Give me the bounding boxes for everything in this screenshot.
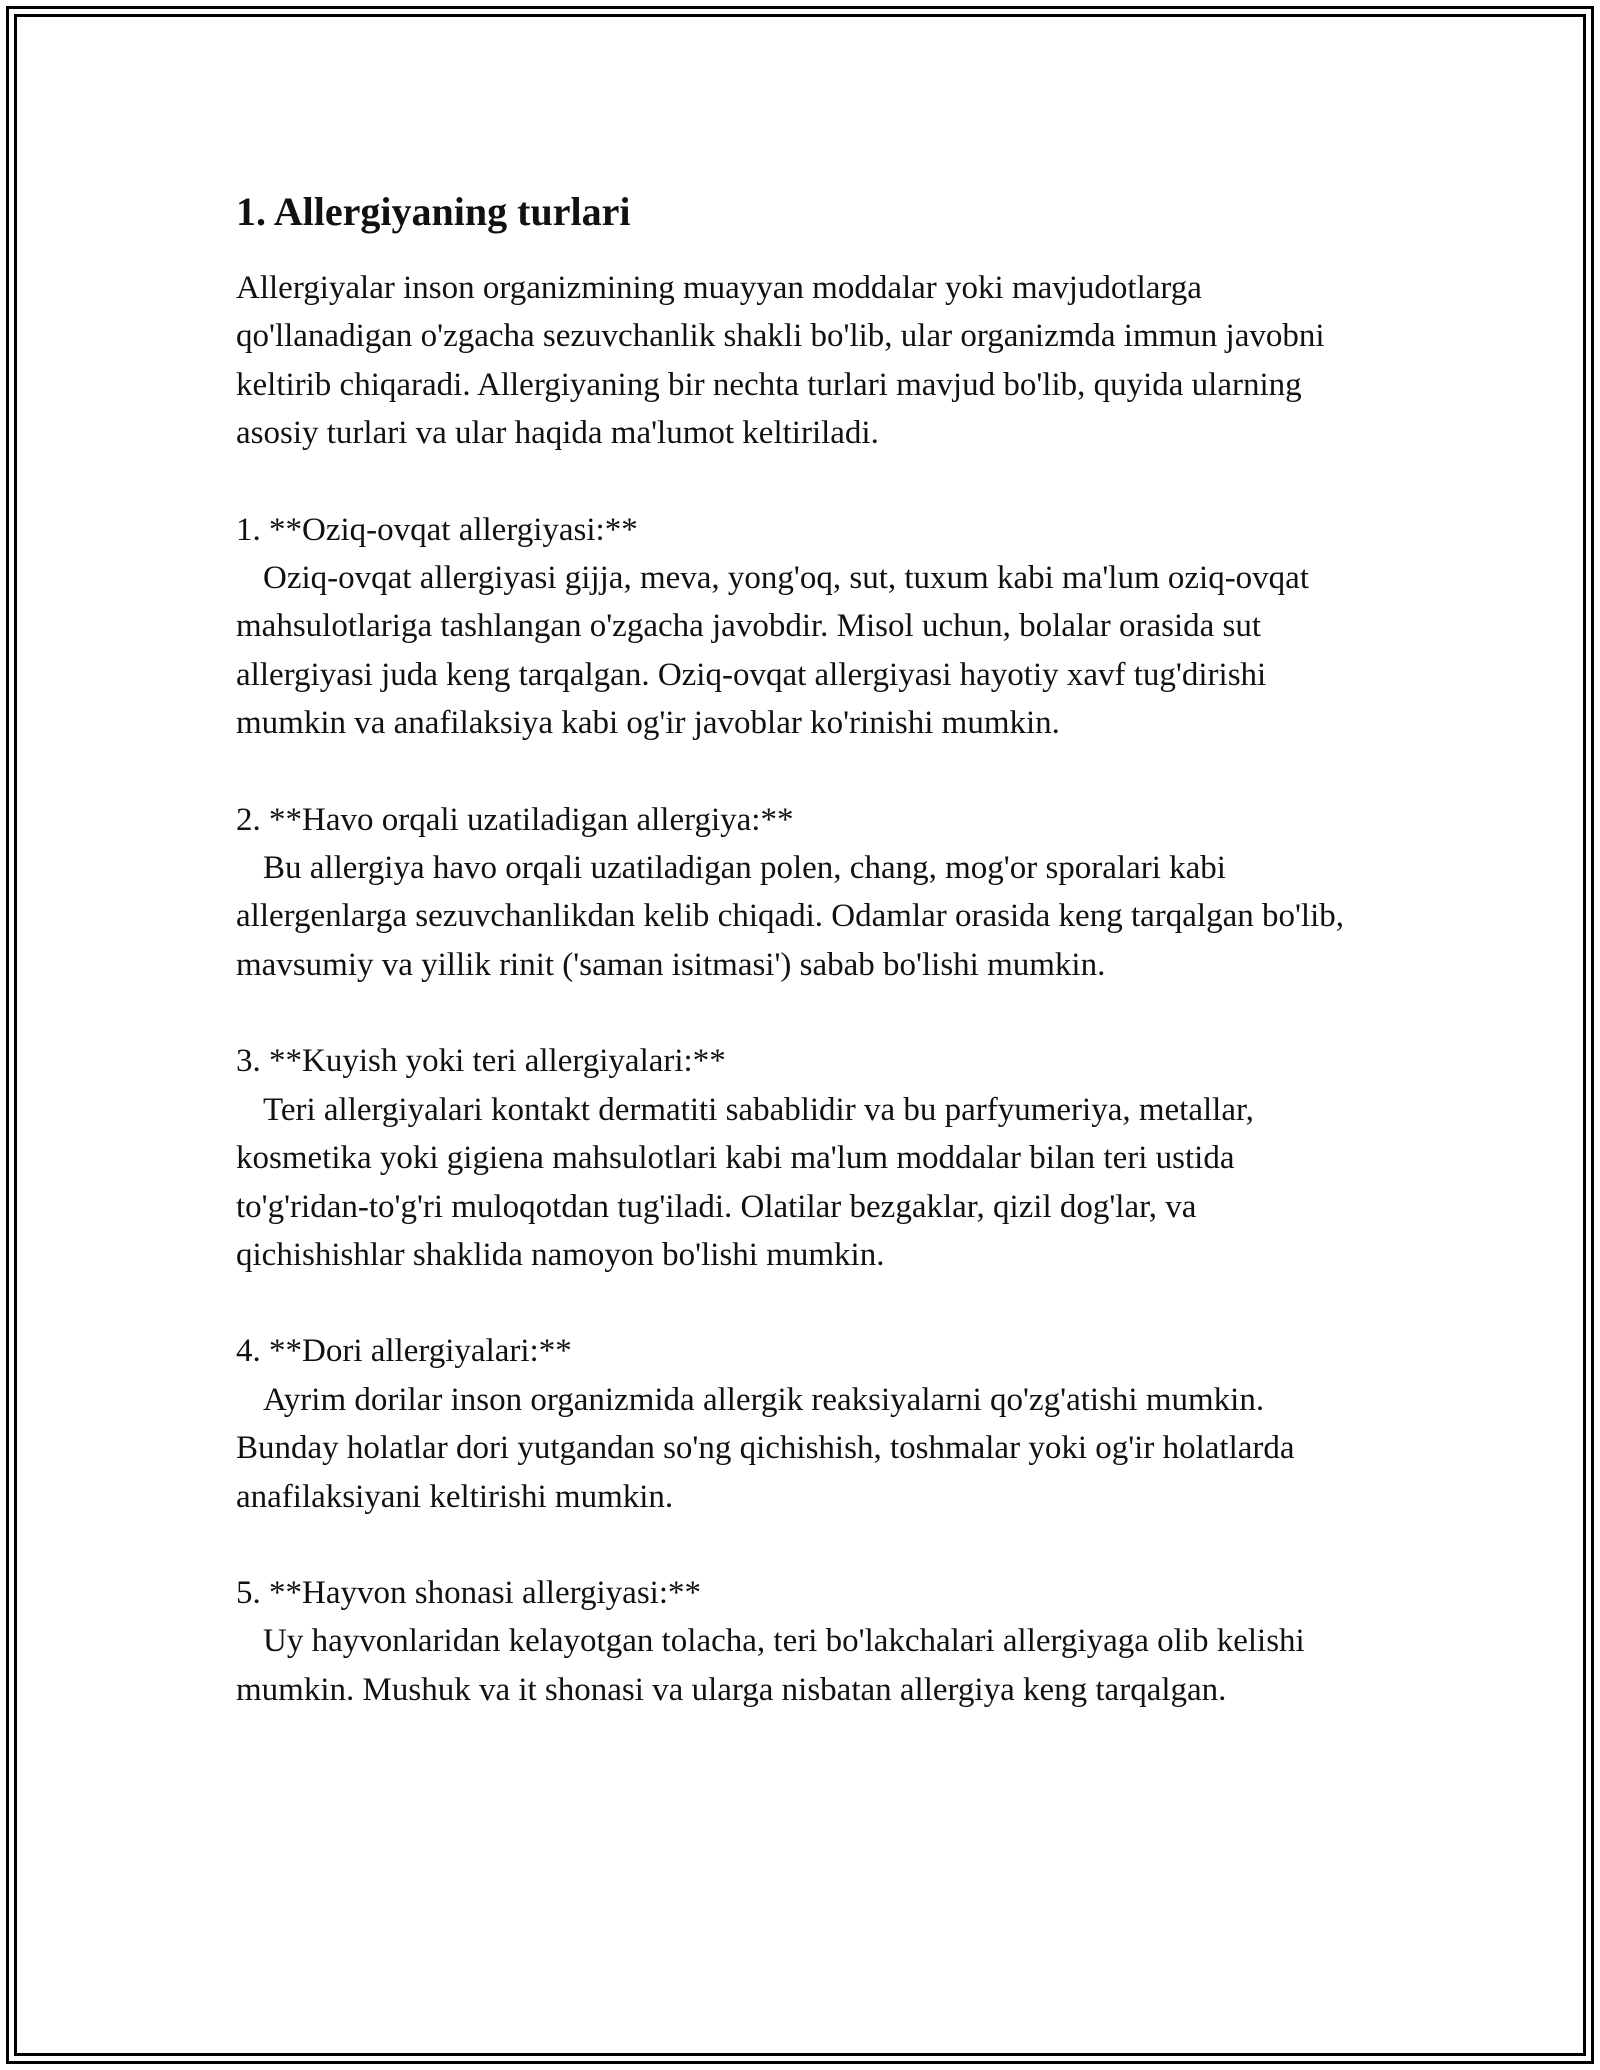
list-item-body: Teri allergiyalari kontakt dermatiti sabablidir va bu parfyumeriya, metallar, kosmetika yoki gigiena mahsulotlari kabi ma'lum moddalar bilan teri ustida to'g'ridan-to'g'ri muloqotdan tug'iladi. Olatilar bezgaklar, qizil dog'lar, va qichishishlar shaklida namoyon bo'lishi mumkin.: [236, 1091, 1254, 1273]
list-item-title: 2. **Havo orqali uzatiladigan allergiya:**: [236, 801, 794, 838]
list-item-title: 4. **Dori allergiyalari:**: [236, 1333, 572, 1370]
list-item-animal-allergy: [236, 1569, 1372, 1714]
list-item-body: Oziq-ovqat allergiyasi gijja, meva, yong'oq, sut, tuxum kabi ma'lum oziq-ovqat mahsulotlariga tashlangan o'zgacha javobdir. Misol uchun, bolalar orasida sut allergiyasi juda keng tarqalgan. Oziq-ovqat allergiyasi hayotiy xavf tug'dirishi mumkin va anafilaksiya kabi og'ir javoblar ko'rinishi mumkin.: [236, 560, 1309, 742]
list-item-title: 5. **Hayvon shonasi allergiyasi:**: [236, 1574, 701, 1611]
section-heading: 1. Allergiyaning turlari: [236, 189, 631, 234]
list-item-body: Bu allergiya havo orqali uzatiladigan polen, chang, mog'or sporalari kabi allergenlarga sezuvchanlikdan kelib chiqadi. Odamlar orasida keng tarqalgan bo'lib, mavsumiy va yillik rinit ('saman isitmasi') sabab bo'lishi mumkin.: [236, 850, 1344, 983]
list-item-skin-allergy: [236, 1037, 1372, 1279]
list-item-body: Uy hayvonlaridan kelayotgan tolacha, teri bo'lakchalari allergiyaga olib kelishi mumkin. Mushuk va it shonasi va ularga nisbatan allergiya keng tarqalgan.: [236, 1623, 1305, 1708]
list-item-title: 1. **Oziq-ovqat allergiyasi:**: [236, 511, 638, 548]
list-item-food-allergy: [236, 506, 1372, 748]
list-item-title: 3. **Kuyish yoki teri allergiyalari:**: [236, 1043, 726, 1080]
document-body: [236, 186, 1372, 1762]
list-item-airborne-allergy: [236, 796, 1372, 990]
list-item-body: Ayrim dorilar inson organizmida allergik reaksiyalarni qo'zg'atishi mumkin. Bunday holatlar dori yutgandan so'ng qichishish, toshmalar yoki og'ir holatlarda anafilaksiyani keltirishi mumkin.: [236, 1381, 1295, 1515]
intro-paragraph: Allergiyalar inson organizmining muayyan moddalar yoki mavjudotlarga qo'llanadigan o'zgacha sezuvchanlik shakli bo'lib, ular organizmda immun javobni keltirib chiqaradi. Allergiyaning bir nechta turlari mavjud bo'lib, quyida ularning asosiy turlari va ular haqida ma'lumot keltiriladi.: [236, 270, 1325, 452]
list-item-drug-allergy: [236, 1327, 1372, 1521]
